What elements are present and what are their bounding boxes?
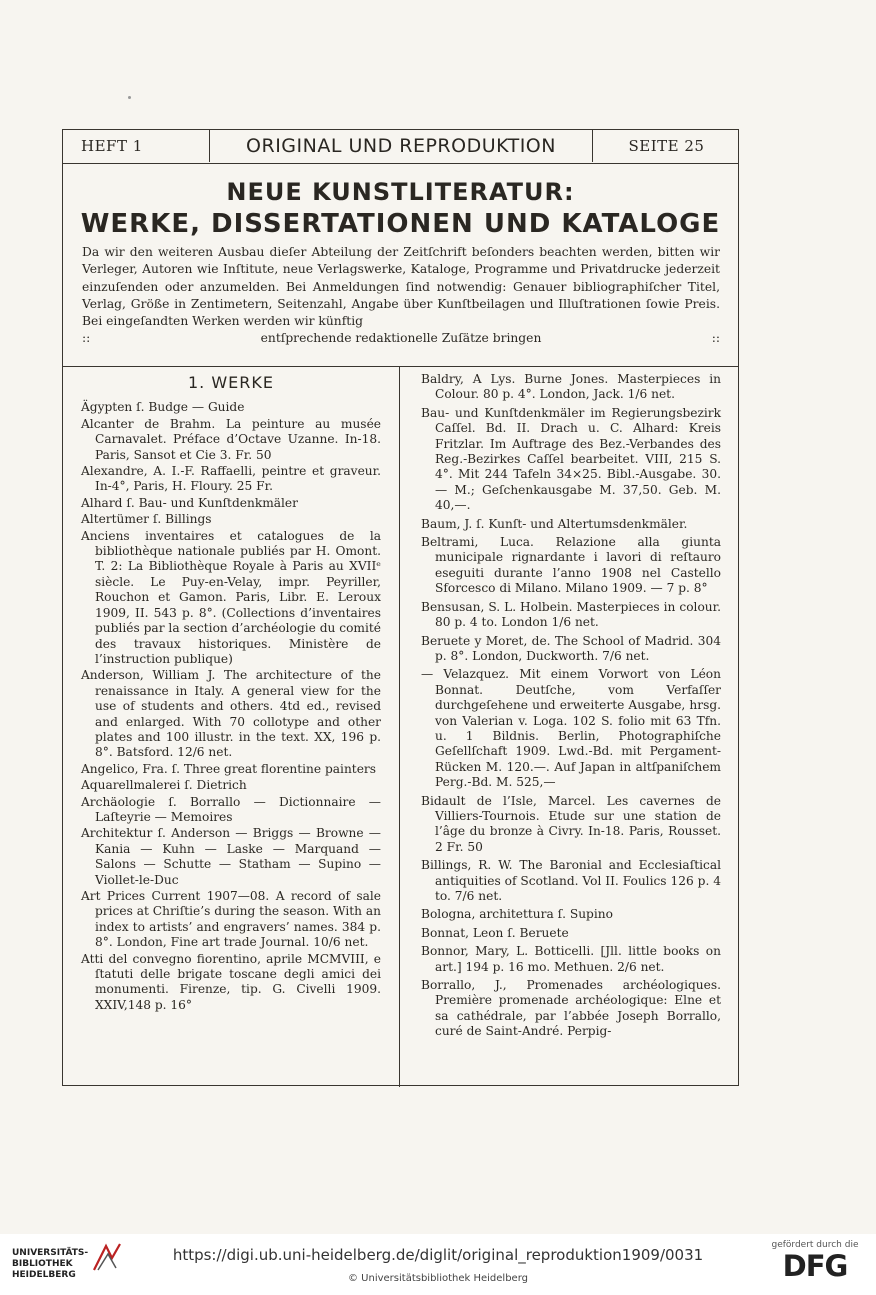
bib-entry: Bonnor, Mary, L. Botticelli. [Jll. little books on art.] 194 p. 16 mo. Methuen. 2/6 net. xyxy=(421,944,721,974)
bib-entry: Alexandre, A. I.-F. Raffaelli, peintre et graveur. In-4°, Paris, H. Floury. 25 Fr. xyxy=(81,464,381,494)
bib-entry: Alhard ſ. Bau- und Kunſtdenkmäler xyxy=(81,495,298,510)
issue-label: HEFT 1 xyxy=(81,137,143,155)
bib-entry: Bensusan, S. L. Holbein. Masterpieces in colour. 80 p. 4 to. London 1/6 net. xyxy=(421,599,721,630)
bib-entry: Aquarellmalerei ſ. Dietrich xyxy=(81,778,247,793)
copyright-notice: © Universitätsbibliothek Heidelberg xyxy=(347,1273,528,1284)
bib-entry: Beruete y Moret, de. The School of Madrid. 304 p. 8°. London, Duckworth. 7/6 net. xyxy=(421,633,721,663)
column-divider xyxy=(399,366,400,1087)
running-header xyxy=(63,130,738,164)
bib-entry: Billings, R. W. The Baronial and Ecclesiaſtical antiquities of Scotland. Vol II. Foulics 126 p. 4 to. 7/6 net. xyxy=(421,858,721,903)
bib-entry: Architektur ſ. Anderson — Briggs — Browne — Kania — Kuhn — Laske — Marquand — Salons — Schutte — Statham — Supino — Viollet-le-Duc xyxy=(81,826,381,887)
bib-entry: Baum, J. ſ. Kunſt- und Altertumsdenkmäler. xyxy=(421,516,688,531)
dfg-funded-by: gefördert durch die xyxy=(771,1240,859,1250)
bib-entry: Archäologie ſ. Borrallo — Dictionnaire — Laſteyrie — Memoires xyxy=(81,794,381,824)
library-name-3: HEIDELBERG xyxy=(12,1270,76,1280)
marker-left: :: xyxy=(82,331,91,346)
dfg-logo[interactable] xyxy=(770,1240,860,1282)
viewer-footer xyxy=(0,1234,876,1295)
title-line-2: WERKE, DISSERTATIONEN UND KATALOGE xyxy=(80,209,721,239)
bib-entry: Anderson, William J. The architecture of the renaissance in Italy. A general view for the use of students and others. 4td ed., revised and enlarged. With 70 collotype and other plates and 100 illustr. in the text. XX, 196 p. 8°. Batsford. 12/6 net. xyxy=(81,668,381,760)
library-name-1: UNIVERSITÄTS- xyxy=(12,1248,89,1258)
bib-entry: Altertümer ſ. Billings xyxy=(81,512,212,527)
page-frame xyxy=(62,129,739,1086)
page-speck xyxy=(128,96,131,99)
bib-entry: Bidault de l’Isle, Marcel. Les cavernes de Villiers-Tournois. Etude sur une station de l’âge du bronze à Civry. In-18. Paris, Rousset. 2 Fr. 50 xyxy=(421,793,721,854)
permalink-url[interactable]: https://digi.ub.uni-heidelberg.de/diglit/original_reproduktion1909/0031 xyxy=(172,1246,704,1264)
left-column xyxy=(81,372,381,1014)
marker-right: :: xyxy=(711,331,720,346)
bib-entry: Baldry, A Lys. Burne Jones. Masterpieces in Colour. 80 p. 4°. London, Jack. 1/6 net. xyxy=(421,372,721,402)
article-title xyxy=(63,177,738,241)
section-divider xyxy=(63,366,738,367)
bib-entry: Beltrami, Luca. Relazione alla giunta municipale rignardante i lavori di reſtauro eseguiti durante l’anno 1908 nel Castello Sforcesco di Milano. Milano 1909. — 7 p. 8° xyxy=(421,535,721,596)
bib-entry: Atti del convegno fiorentino, aprile MCMVIII, e ſtatuti delle brigate toscane degli amici dei monumenti. Firenze, tip. G. Civelli 1909. XXIV,148 p. 16° xyxy=(81,951,381,1012)
bib-entry: Angelico, Fra. ſ. Three great florentine painters xyxy=(81,761,376,776)
section-heading: 1. WERKE xyxy=(188,373,274,392)
bib-entry: Bonnat, Leon ſ. Beruete xyxy=(421,925,569,940)
journal-title: ORIGINAL UND REPRODUKTION xyxy=(209,130,593,162)
bib-entry: Art Prices Current 1907—08. A record of sale prices at Chriſtie’s during the season. With an index to artists’ and engravers’ names. 384 p. 8°. London, Fine art trade Journal. 10/6 net. xyxy=(81,889,381,950)
bib-entry: Bau- und Kunſtdenkmäler im Regierungsbezirk Caſſel. Bd. II. Drach u. C. Alhard: Kreis Fritzlar. Im Auftrage des Bez.-Verbandes des Reg.-Bezirkes Caſſel bearbeitet. VIII, 215 S. 4°. Mit 244 Tafeln 34×25. Bibl.-Ausgabe. 30.— M.; Geſchenkausgabe M. 37,50. Geb. M. 40,—. xyxy=(421,405,721,513)
intro-last-text: entſprechende redaktionelle Zuſätze bringen xyxy=(260,331,542,346)
intro-paragraph xyxy=(82,244,720,348)
dfg-wordmark: DFG xyxy=(782,1249,848,1283)
library-name-2: BIBLIOTHEK xyxy=(12,1259,73,1269)
bib-entry: Ägypten ſ. Budge — Guide xyxy=(81,400,245,415)
page-number: SEITE 25 xyxy=(628,137,705,155)
bib-entry: Anciens inventaires et catalogues de la bibliothèque nationale publiés par H. Omont. T. 2: La Bibliothèque Royale à Paris au XVIIᵉ siècle. Le Puy-en-Velay, impr. Peyriller, Rouchon et Gamon. Paris, Libr. E. Leroux 1909, II. 543 p. 8°. (Collections d’inventaires publiés par la section d’archéologie du comité des travaux historiques. Ministère de l’instruction publique) xyxy=(81,528,381,666)
intro-last-line xyxy=(82,330,720,347)
right-column xyxy=(421,372,721,1043)
title-line-1: NEUE KUNSTLITERATUR: xyxy=(226,178,575,206)
intro-text: Da wir den weiteren Ausbau dieſer Abteilung der Zeitſchrift beſonders beachten werden, bitten wir Verleger, Autoren wie Inſtitute, neue Verlagswerke, Kataloge, Programme und Privatdrucke jederzeit einzuſenden oder anzumelden. Bei Anmeldungen ſind notwendig: Genauer bibliographiſcher Titel, Verlag, Größe in Zentimetern, Seitenzahl, Angabe über Kunſtbeilagen und Illuſtrationen ſowie Preis. Bei eingeſandten Werken werden wir künftig xyxy=(82,245,720,329)
bib-entry: Alcanter de Brahm. La peinture au musée Carnavalet. Préface d’Octave Uzanne. In-18. Paris, Sansot et Cie 3. Fr. 50 xyxy=(81,416,381,462)
bib-entry: Bologna, architettura ſ. Supino xyxy=(421,907,613,922)
bib-entry: Borrallo, J., Promenades archéologiques. Première promenade archéologique: Elne et sa cathédrale, par l’abbée Joseph Borrallo, curé de Saint-André. Perpig- xyxy=(421,978,721,1039)
bib-entry: — Velazquez. Mit einem Vorwort von Léon Bonnat. Deutſche, vom Verfaſſer durchgeſehene und erweiterte Ausgabe, hrsg. von Valerian v. Loga. 102 S. folio mit 63 Tfn. u. 1 Bildnis. Berlin, Photographiſche Geſellſchaft 1909. Lwd.-Bd. mit Pergament-Rücken M. 120.—. Auf Japan in altſpaniſchem Perg.-Bd. M. 525,— xyxy=(421,667,721,790)
